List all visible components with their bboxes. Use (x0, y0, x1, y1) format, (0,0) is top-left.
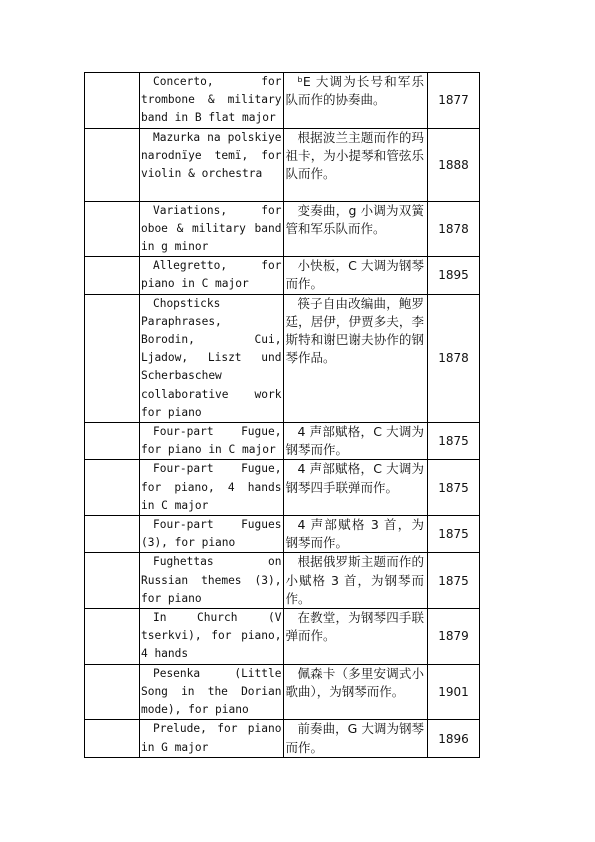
table-row (85, 553, 480, 609)
work-description: 根据俄罗斯主题而作的小赋格 3 首，为钢琴而作。 (285, 554, 425, 606)
year-cell: 1888 (428, 128, 480, 201)
year-cell: 1879 (428, 609, 480, 665)
work-title: Four-part Fugues (3), for piano (140, 518, 282, 550)
title-cell (139, 73, 283, 129)
desc-cell (283, 73, 428, 129)
blank-cell (85, 609, 140, 665)
work-description: 4 声部赋格 3 首，为钢琴而作。 (285, 517, 425, 551)
work-description: ᵇE 大调为长号和军乐队而作的协奏曲。 (285, 74, 425, 108)
work-description: 根据波兰主题而作的玛祖卡，为小提琴和管弦乐队而作。 (285, 129, 425, 182)
work-description: 小快板，C 大调为钢琴而作。 (285, 258, 425, 292)
desc-cell (283, 257, 428, 294)
table-row (85, 609, 480, 665)
work-title: Allegretto, for piano in C major (140, 259, 282, 291)
work-title: In Church (V tserkvi), for piano, 4 hands (140, 611, 282, 661)
work-title: Variations, for oboe & military band in g minor (140, 203, 282, 254)
blank-cell (85, 257, 140, 294)
title-cell (139, 609, 283, 665)
works-table (84, 72, 480, 758)
year-cell: 1901 (428, 664, 480, 720)
work-title: Prelude, for piano in G major (140, 722, 282, 754)
title-cell (139, 720, 283, 757)
work-title: Concerto, for trombone & military band in B flat major (140, 75, 282, 125)
year-cell: 1875 (428, 460, 480, 516)
title-cell (139, 257, 283, 294)
title-cell (139, 516, 283, 553)
year-cell: 1896 (428, 720, 480, 757)
table-row (85, 257, 480, 294)
work-description: 变奏曲，g 小调为双簧管和军乐队而作。 (285, 202, 425, 236)
work-title: Pesenka (Little Song in the Dorian mode), for piano (140, 666, 282, 717)
work-description: 佩森卡（多里安调式小歌曲），为钢琴而作。 (285, 665, 425, 699)
work-description: 前奏曲，G 大调为钢琴而作。 (285, 721, 425, 755)
works-table-body (85, 73, 480, 758)
year-cell: 1875 (428, 516, 480, 553)
work-title: Mazurka na polskiye narodnïye temï, for violin & orchestra (140, 130, 282, 181)
title-cell (139, 294, 283, 422)
desc-cell (283, 664, 428, 720)
title-cell (139, 664, 283, 720)
desc-cell (283, 553, 428, 609)
desc-cell (283, 516, 428, 553)
table-row (85, 460, 480, 516)
blank-cell (85, 128, 140, 201)
blank-cell (85, 423, 140, 460)
blank-cell (85, 664, 140, 720)
year-cell: 1895 (428, 257, 480, 294)
work-description: 在教堂，为钢琴四手联弹而作。 (285, 610, 425, 644)
work-description: 筷子自由改编曲，鲍罗廷，居伊，伊贾多夫，李斯特和谢巴谢夫协作的钢琴作品。 (285, 295, 425, 366)
title-cell (139, 201, 283, 257)
title-cell (139, 460, 283, 516)
desc-cell (283, 460, 428, 516)
work-title: Chopsticks Paraphrases, Borodin, Cui, Ljadow, Liszt und Scherbaschew collaborative work for piano (140, 296, 282, 419)
blank-cell (85, 720, 140, 757)
table-row (85, 664, 480, 720)
desc-cell (283, 201, 428, 257)
table-row (85, 128, 480, 201)
table-row (85, 294, 480, 422)
desc-cell (283, 423, 428, 460)
work-title: Fughettas on Russian themes (3), for piano (140, 555, 282, 605)
desc-cell (283, 609, 428, 665)
title-cell (139, 423, 283, 460)
table-row (85, 423, 480, 460)
year-cell: 1878 (428, 201, 480, 257)
title-cell (139, 128, 283, 201)
table-row (85, 720, 480, 757)
blank-cell (85, 516, 140, 553)
table-row (85, 73, 480, 129)
desc-cell (283, 720, 428, 757)
table-row (85, 516, 480, 553)
desc-cell (283, 128, 428, 201)
year-cell: 1878 (428, 294, 480, 422)
work-description: 4 声部赋格，C 大调为钢琴而作。 (285, 424, 425, 458)
title-cell (139, 553, 283, 609)
blank-cell (85, 73, 140, 129)
blank-cell (85, 201, 140, 257)
table-row (85, 201, 480, 257)
year-cell: 1875 (428, 423, 480, 460)
year-cell: 1877 (428, 73, 480, 129)
blank-cell (85, 294, 140, 422)
blank-cell (85, 553, 140, 609)
year-cell: 1875 (428, 553, 480, 609)
work-title: Four-part Fugue, for piano in C major (140, 425, 282, 457)
work-title: Four-part Fugue, for piano, 4 hands in C major (140, 462, 282, 512)
desc-cell (283, 294, 428, 422)
blank-cell (85, 460, 140, 516)
work-description: 4 声部赋格，C 大调为钢琴四手联弹而作。 (285, 461, 425, 495)
